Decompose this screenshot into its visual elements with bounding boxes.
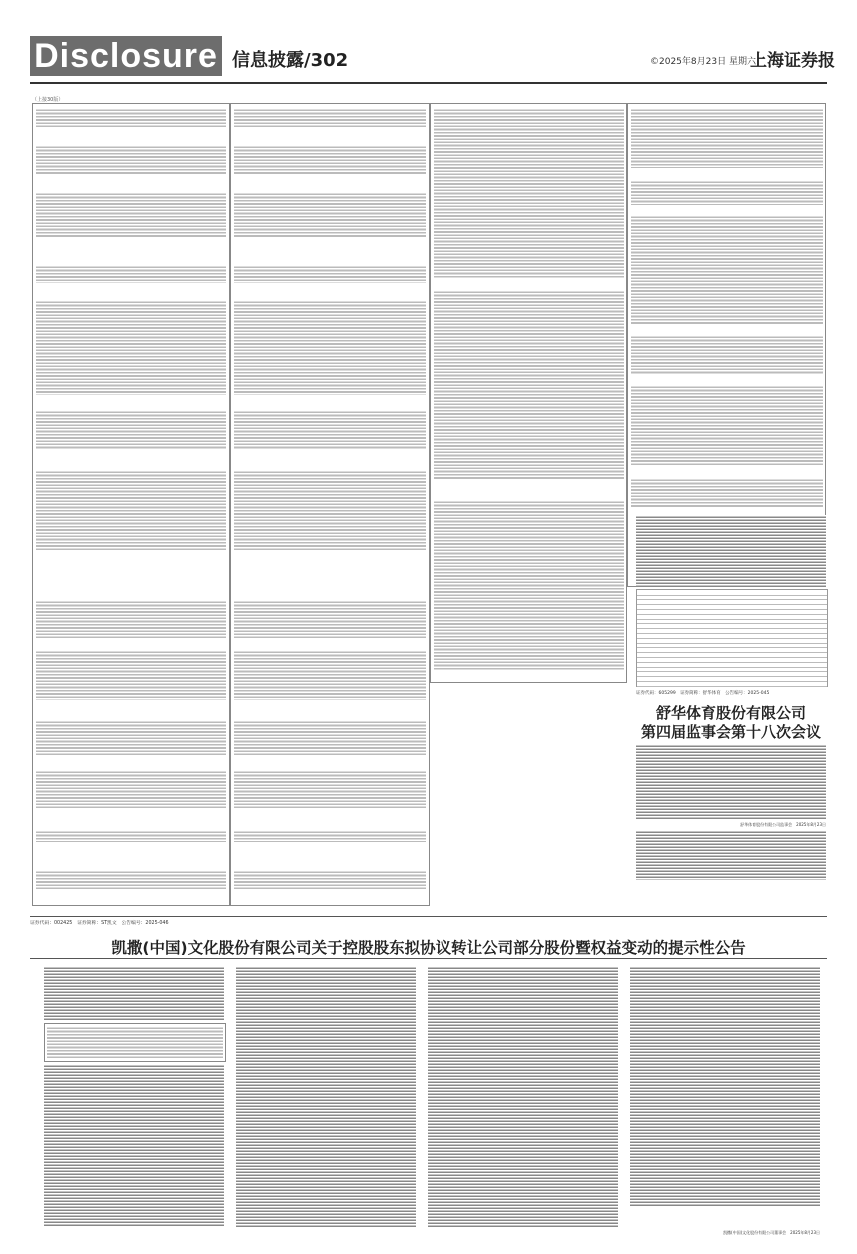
bottom-body-col4 (630, 966, 820, 1206)
text-block (234, 600, 426, 638)
committee-list (636, 589, 828, 687)
bottom-body-col3 (428, 966, 618, 1228)
bottom-title: 凯撒(中国)文化股份有限公司关于控股股东拟协议转让公司部分股份暨权益变动的提示性公告 (111, 939, 746, 957)
text-block (36, 830, 226, 842)
text-block (36, 770, 226, 808)
notice-company: 舒华体育股份有限公司 (655, 704, 806, 722)
bottom-meta: 证券代码：002425 证券简称：ST凯文 公告编号：2025-046 (30, 921, 169, 926)
text-block (36, 650, 226, 700)
text-block (234, 720, 426, 755)
notice-meta: 证券代码：605299 证券简称：舒华体育 公告编号：2025-045 (636, 691, 770, 696)
text-block (234, 870, 426, 890)
notice-title: 第四届监事会第十八次会议 (640, 723, 821, 741)
text-block (234, 470, 426, 550)
notice-body-text (636, 744, 826, 820)
text-block (36, 720, 226, 755)
text-block (234, 108, 426, 128)
text-block (36, 300, 226, 395)
bottom-body-col1 (44, 1064, 224, 1226)
text-block (234, 192, 426, 237)
text-block (234, 410, 426, 450)
text-block (434, 290, 624, 480)
text-block (234, 650, 426, 700)
committee-row (637, 681, 827, 687)
text-block (36, 410, 226, 450)
text-block (36, 145, 226, 175)
text-block (631, 385, 823, 465)
masthead: 上海证券报 (750, 51, 835, 71)
text-block (434, 500, 624, 670)
bottom-body-col1 (44, 966, 224, 1021)
text-block (36, 265, 226, 283)
text-block (631, 215, 823, 325)
section-title: 信息披露/302 (232, 50, 349, 71)
text-block (631, 335, 823, 375)
continued-tag: （上接30版） (32, 97, 64, 103)
notice-signature: 舒华体育股份有限公司监事会 2025年8月23日 (740, 822, 826, 827)
text-block (631, 478, 823, 508)
text-block (631, 180, 823, 205)
shareholding-table (44, 1023, 226, 1062)
text-block (36, 470, 226, 550)
text-block (36, 870, 226, 890)
notice-body-text (636, 515, 826, 587)
text-block (36, 192, 226, 237)
text-block (36, 600, 226, 638)
text-block (234, 265, 426, 283)
dateline: ©2025年8月23日 星期六 (650, 57, 756, 67)
bottom-signature: 凯撒(中国)文化股份有限公司董事会 2025年8月23日 (723, 1230, 820, 1235)
disclosure-logo: Disclosure (30, 36, 222, 76)
text-block (434, 108, 624, 278)
bottom-body-col2 (236, 966, 416, 1228)
header-rule (30, 82, 827, 84)
text-block (631, 108, 823, 168)
page-header (0, 0, 857, 100)
text-block (234, 830, 426, 842)
text-block (234, 770, 426, 808)
notice-body-text (636, 830, 826, 880)
section-rule (30, 916, 827, 917)
text-block (234, 145, 426, 175)
table-cells (47, 1026, 223, 1059)
text-block (234, 300, 426, 395)
title-rule (30, 958, 827, 959)
text-block (36, 108, 226, 128)
